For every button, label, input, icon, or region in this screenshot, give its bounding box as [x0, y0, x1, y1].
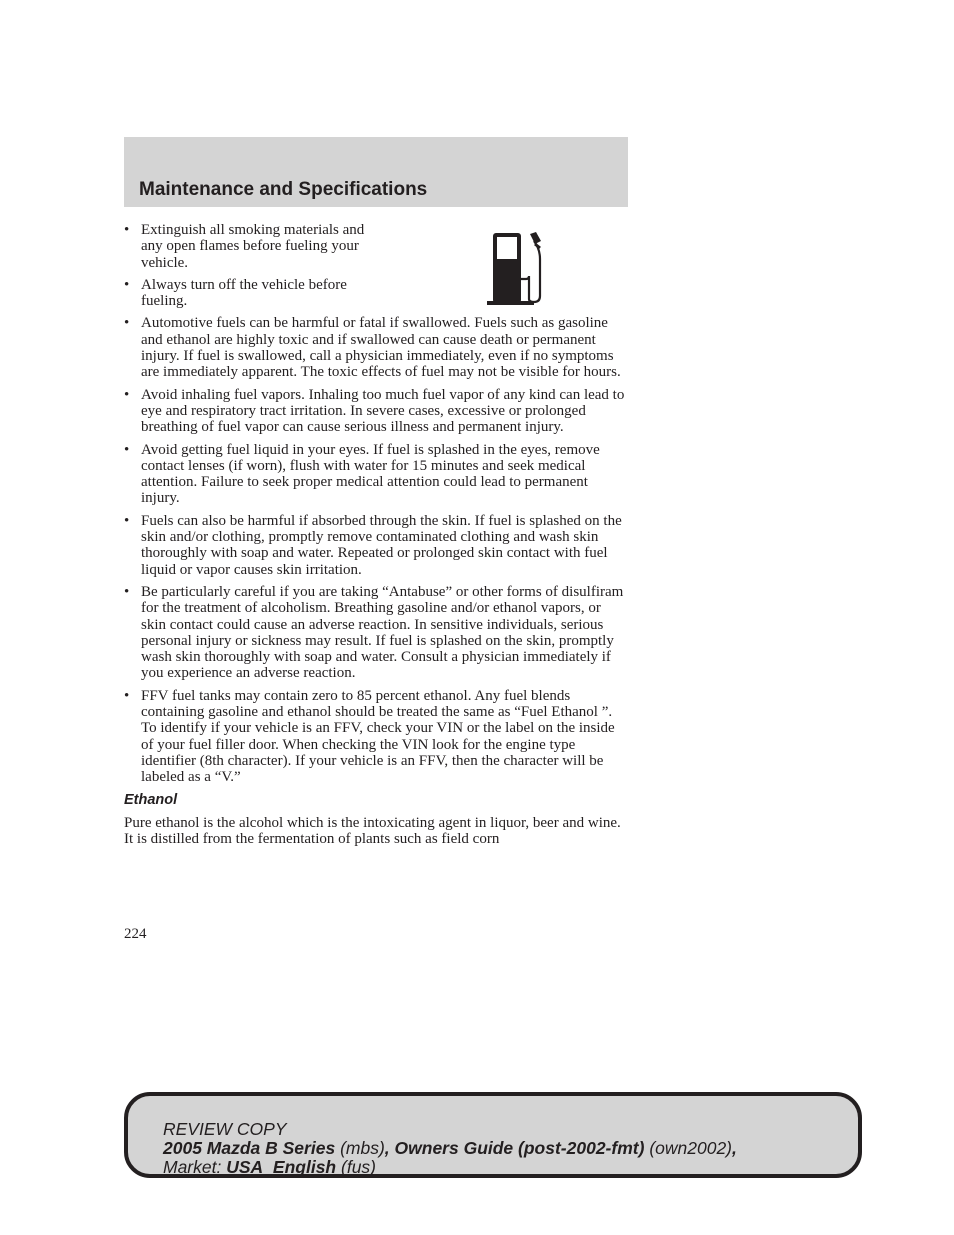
- bullet-dot: •: [124, 687, 130, 704]
- bullet-text: Avoid getting fuel liquid in your eyes. If fuel is splashed in the eyes, remove contact lenses (if worn), flush with water for 15 minutes and seek medical attention. Failure to seek proper medical attention could lead to permanent injury.: [141, 441, 600, 507]
- bullet-text: Always turn off the vehicle before fueling.: [141, 276, 347, 310]
- safety-bullet-list: [124, 222, 626, 786]
- list-item: [124, 513, 626, 578]
- bullet-text: Automotive fuels can be harmful or fatal if swallowed. Fuels such as gasoline and ethanol are highly toxic and if swallowed can cause death or permanent injury. If fuel is swallowed, call a physician immediately, even if no symptoms are immediately apparent. The toxic effects of fuel may not be visible for hours.: [141, 315, 621, 381]
- review-copy-text: [163, 1120, 737, 1177]
- bullet-dot: •: [124, 441, 130, 458]
- guide-name: Owners Guide (post-2002-fmt): [394, 1138, 645, 1158]
- guide-code: (own2002): [649, 1138, 733, 1158]
- list-item: [124, 222, 626, 271]
- market-label: Market:: [163, 1157, 222, 1177]
- model-name: 2005 Mazda B Series: [163, 1138, 336, 1158]
- review-copy-label: REVIEW COPY: [163, 1119, 287, 1139]
- market-code: (fus): [341, 1157, 376, 1177]
- separator: ,: [732, 1138, 737, 1158]
- list-item: [124, 584, 626, 682]
- section-header-band: [124, 137, 628, 207]
- ethanol-paragraph: Pure ethanol is the alcohol which is the intoxicating agent in liquor, beer and wine. It is distilled from the fermentation of plants such as field corn: [124, 814, 621, 847]
- bullet-dot: •: [124, 315, 130, 332]
- market-line: [163, 1158, 737, 1177]
- bullet-text: Avoid inhaling fuel vapors. Inhaling too much fuel vapor of any kind can lead to eye and respiratory tract irritation. In severe cases, excessive or prolonged breathing of fuel vapor can cause serious illness and permanent injury.: [141, 386, 625, 436]
- page-number: 224: [124, 926, 147, 942]
- list-item: [124, 442, 626, 507]
- market-name: USA_English: [226, 1157, 337, 1177]
- bullet-text: FFV fuel tanks may contain zero to 85 percent ethanol. Any fuel blends containing gasoline and ethanol should be treated the same as “Fuel Ethanol ”. To identify if your vehicle is an FFV, check your VIN or the label on the inside of your fuel filler door. When checking the VIN look for the engine type identifier (8th character). If your vehicle is an FFV, then the character will be labeled as a “V.”: [141, 687, 615, 786]
- bullet-dot: •: [124, 512, 130, 529]
- bullet-text: Extinguish all smoking materials and any open flames before fueling your vehicle.: [141, 222, 365, 271]
- document-info-line: [163, 1139, 737, 1158]
- ethanol-heading: Ethanol: [124, 791, 178, 808]
- bullet-text: Be particularly careful if you are taking “Antabuse” or other forms of disulfiram for the treatment of alcoholism. Breathing gasoline and/or ethanol vapors, or skin contact could cause an adverse reaction. In sensitive individuals, serious personal injury or sickness may result. If fuel is splashed on the skin, promptly wash skin thoroughly with soap and water. Consult a physician immediately if you experience an adverse reaction.: [141, 583, 624, 682]
- model-code: (mbs): [340, 1138, 385, 1158]
- bullet-dot: •: [124, 222, 130, 238]
- main-content: [124, 222, 626, 847]
- list-item: [124, 277, 626, 310]
- bullet-dot: •: [124, 386, 130, 403]
- bullet-dot: •: [124, 276, 130, 293]
- list-item: [124, 315, 626, 380]
- list-item: [124, 387, 626, 436]
- list-item: [124, 688, 626, 786]
- separator: ,: [384, 1138, 390, 1158]
- review-copy-box: [124, 1092, 862, 1178]
- bullet-text: Fuels can also be harmful if absorbed through the skin. If fuel is splashed on the skin and/or clothing, promptly remove contaminated clothing and wash skin thoroughly with soap and water. Repeated or prolonged skin contact with fuel liquid or vapor causes skin irritation.: [141, 512, 622, 578]
- bullet-dot: •: [124, 583, 130, 600]
- section-title: Maintenance and Specifications: [139, 179, 428, 200]
